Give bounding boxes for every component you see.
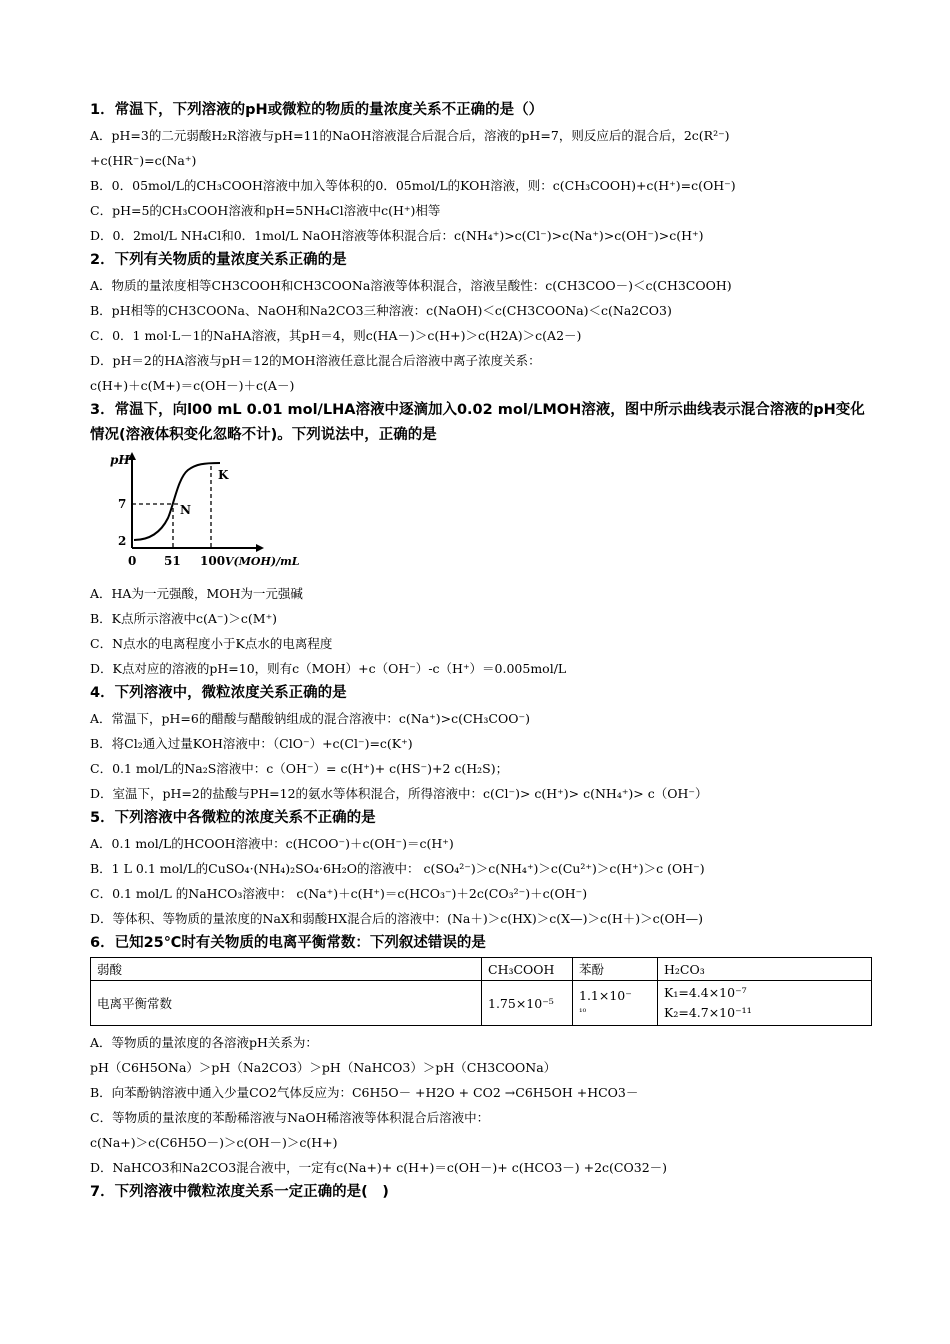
q3-option-d: D．K点对应的溶液的pH=10，则有c（MOH）+c（OH⁻）-c（H⁺）＝0.005mol/L xyxy=(90,661,567,676)
titration-curve-figure xyxy=(108,452,875,577)
question-2-title: 2．下列有关物质的量浓度关系正确的是 xyxy=(90,252,347,268)
question-1-title: 1．常温下，下列溶液的pH或微粒的物质的量浓度关系不正确的是（） xyxy=(90,102,544,118)
point-k-label: K xyxy=(218,468,229,482)
y-tick-2: 2 xyxy=(118,534,127,548)
question-6-title: 6．已知25℃时有关物质的电离平衡常数：下列叙述错误的是 xyxy=(90,935,486,951)
x-tick-0: 0 xyxy=(128,554,137,568)
point-n-label: N xyxy=(180,503,191,517)
q4-option-b: B．将Cl₂通入过量KOH溶液中：（ClO⁻）+c(Cl⁻)=c(K⁺) xyxy=(90,736,413,751)
q2-option-c: C．0．1 mol·L－1的NaHA溶液，其pH＝4，则c(HA－)＞c(H+)＞c(H2A)＞c(A2－) xyxy=(90,328,582,343)
q6-option-c-line1: C．等物质的量浓度的苯酚稀溶液与NaOH稀溶液等体积混合后溶液中： xyxy=(90,1110,490,1125)
titration-curve xyxy=(134,463,220,540)
x-axis-arrow xyxy=(256,544,264,552)
question-7-title: 7．下列溶液中微粒浓度关系一定正确的是( ) xyxy=(90,1184,389,1200)
table-header-h2co3: H₂CO₃ xyxy=(658,958,872,981)
phenol-ka-line2: ¹⁰ xyxy=(579,1008,587,1018)
table-cell-phenol-ka xyxy=(573,981,658,1026)
table-header-row xyxy=(91,958,872,981)
question-4-title: 4．下列溶液中，微粒浓度关系正确的是 xyxy=(90,685,347,701)
y-tick-7: 7 xyxy=(118,497,127,511)
phenol-ka-line1: 1.1×10⁻ xyxy=(579,988,632,1003)
q1-option-a-line2: +c(HR⁻)=c(Na⁺) xyxy=(90,153,197,168)
titration-curve-svg xyxy=(108,452,308,572)
ionization-constant-table xyxy=(90,957,872,1026)
q6-option-c-line2: c(Na+)＞c(C6H5O－)＞c(OH－)＞c(H+) xyxy=(90,1135,338,1150)
q4-option-c: C．0.1 mol/L的Na₂S溶液中：c（OH⁻）= c(H⁺)+ c(HS⁻)+2 c(H₂S)； xyxy=(90,761,509,776)
h2co3-k1: K₁=4.4×10⁻⁷ xyxy=(664,985,747,1000)
q1-option-b: B．0．05mol/L的CH₃COOH溶液中加入等体积的0．05mol/L的KOH溶液，则：c(CH₃COOH)+c(H⁺)=c(OH⁻) xyxy=(90,178,736,193)
table-header-acid: 弱酸 xyxy=(91,958,482,981)
q4-option-d: D．室温下，pH=2的盐酸与PH=12的氨水等体积混合，所得溶液中：c(Cl⁻)> c(H⁺)> c(NH₄⁺)> c（OH⁻） xyxy=(90,786,708,801)
q6-option-d: D．NaHCO3和Na2CO3混合液中，一定有c(Na+)+ c(H+)＝c(OH－)+ c(HCO3－) +2c(CO32－) xyxy=(90,1160,668,1175)
q4-option-a: A．常温下，pH=6的醋酸与醋酸钠组成的混合溶液中：c(Na⁺)>c(CH₃COO⁻) xyxy=(90,711,530,726)
table-header-ch3cooh: CH₃COOH xyxy=(482,958,573,981)
q3-option-c: C．N点水的电离程度小于K点水的电离程度 xyxy=(90,636,333,651)
q6-option-b: B．向苯酚钠溶液中通入少量CO2气体反应为：C6H5O－ +H2O + CO2 →C6H5OH +HCO3－ xyxy=(90,1085,639,1100)
x-axis-label: V(MOH)/mL xyxy=(225,555,300,568)
table-row xyxy=(91,981,872,1026)
q5-option-b: B．1 L 0.1 mol/L的CuSO₄·(NH₄)₂SO₄·6H₂O的溶液中： c(SO₄²⁻)＞c(NH₄⁺)＞c(Cu²⁺)＞c(H⁺)＞c (OH⁻) xyxy=(90,861,705,876)
table-cell-constant-label: 电离平衡常数 xyxy=(91,981,482,1026)
q6-option-a-line1: A．等物质的量浓度的各溶液pH关系为： xyxy=(90,1035,318,1050)
q1-option-a-line1: A．pH=3的二元弱酸H₂R溶液与pH=11的NaOH溶液混合后混合后，溶液的pH=7，则反应后的混合后，2c(R²⁻) xyxy=(90,128,730,143)
x-tick-51: 51 xyxy=(164,554,181,568)
q5-option-c: C．0.1 mol/L 的NaHCO₃溶液中： c(Na⁺)＋c(H⁺)＝c(HCO₃⁻)＋2c(CO₃²⁻)＋c(OH⁻) xyxy=(90,886,588,901)
q2-option-b: B．pH相等的CH3COONa、NaOH和Na2CO3三种溶液：c(NaOH)＜c(CH3COONa)＜c(Na2CO3) xyxy=(90,303,672,318)
q1-option-d: D．0．2mol/L NH₄Cl和0．1mol/L NaOH溶液等体积混合后：c(NH₄⁺)>c(Cl⁻)>c(Na⁺)>c(OH⁻)>c(H⁺) xyxy=(90,228,704,243)
document-page xyxy=(90,98,875,1205)
q2-option-d-line2: c(H+)＋c(M+)＝c(OH－)＋c(A－) xyxy=(90,378,295,393)
q3-option-b: B．K点所示溶液中c(A⁻)＞c(M⁺) xyxy=(90,611,278,626)
question-5-title: 5．下列溶液中各微粒的浓度关系不正确的是 xyxy=(90,810,376,826)
q2-option-d-line1: D．pH＝2的HA溶液与pH＝12的MOH溶液任意比混合后溶液中离子浓度关系： xyxy=(90,353,541,368)
q2-option-a: A．物质的量浓度相等CH3COOH和CH3COONa溶液等体积混合，溶液呈酸性：c(CH3COO－)＜c(CH3COOH) xyxy=(90,278,732,293)
table-cell-ch3cooh-ka: 1.75×10⁻⁵ xyxy=(482,981,573,1026)
table-cell-h2co3-ka xyxy=(658,981,872,1026)
table-header-phenol: 苯酚 xyxy=(573,958,658,981)
q1-option-c: C．pH=5的CH₃COOH溶液和pH=5NH₄Cl溶液中c(H⁺)相等 xyxy=(90,203,441,218)
q5-option-a: A．0.1 mol/L的HCOOH溶液中：c(HCOO⁻)＋c(OH⁻)＝c(H⁺) xyxy=(90,836,454,851)
x-tick-100: 100 xyxy=(200,554,226,568)
q6-option-a-line2: pH（C6H5ONa）＞pH（Na2CO3）＞pH（NaHCO3）＞pH（CH3COONa） xyxy=(90,1060,557,1075)
y-axis-label: pH xyxy=(110,453,130,467)
q5-option-d: D．等体积、等物质的量浓度的NaX和弱酸HX混合后的溶液中：(Na＋)＞c(HX)＞c(X—)＞c(H＋)＞c(OH—) xyxy=(90,911,704,926)
question-3-title: 3．常温下，向l00 mL 0.01 mol/LHA溶液中逐滴加入0.02 mol/LMOH溶液，图中所示曲线表示混合溶液的pH变化情况(溶液体积变化忽略不计)。下列说法中，正确的是 xyxy=(90,402,865,443)
h2co3-k2: K₂=4.7×10⁻¹¹ xyxy=(664,1005,752,1020)
q3-option-a: A．HA为一元强酸，MOH为一元强碱 xyxy=(90,586,303,601)
